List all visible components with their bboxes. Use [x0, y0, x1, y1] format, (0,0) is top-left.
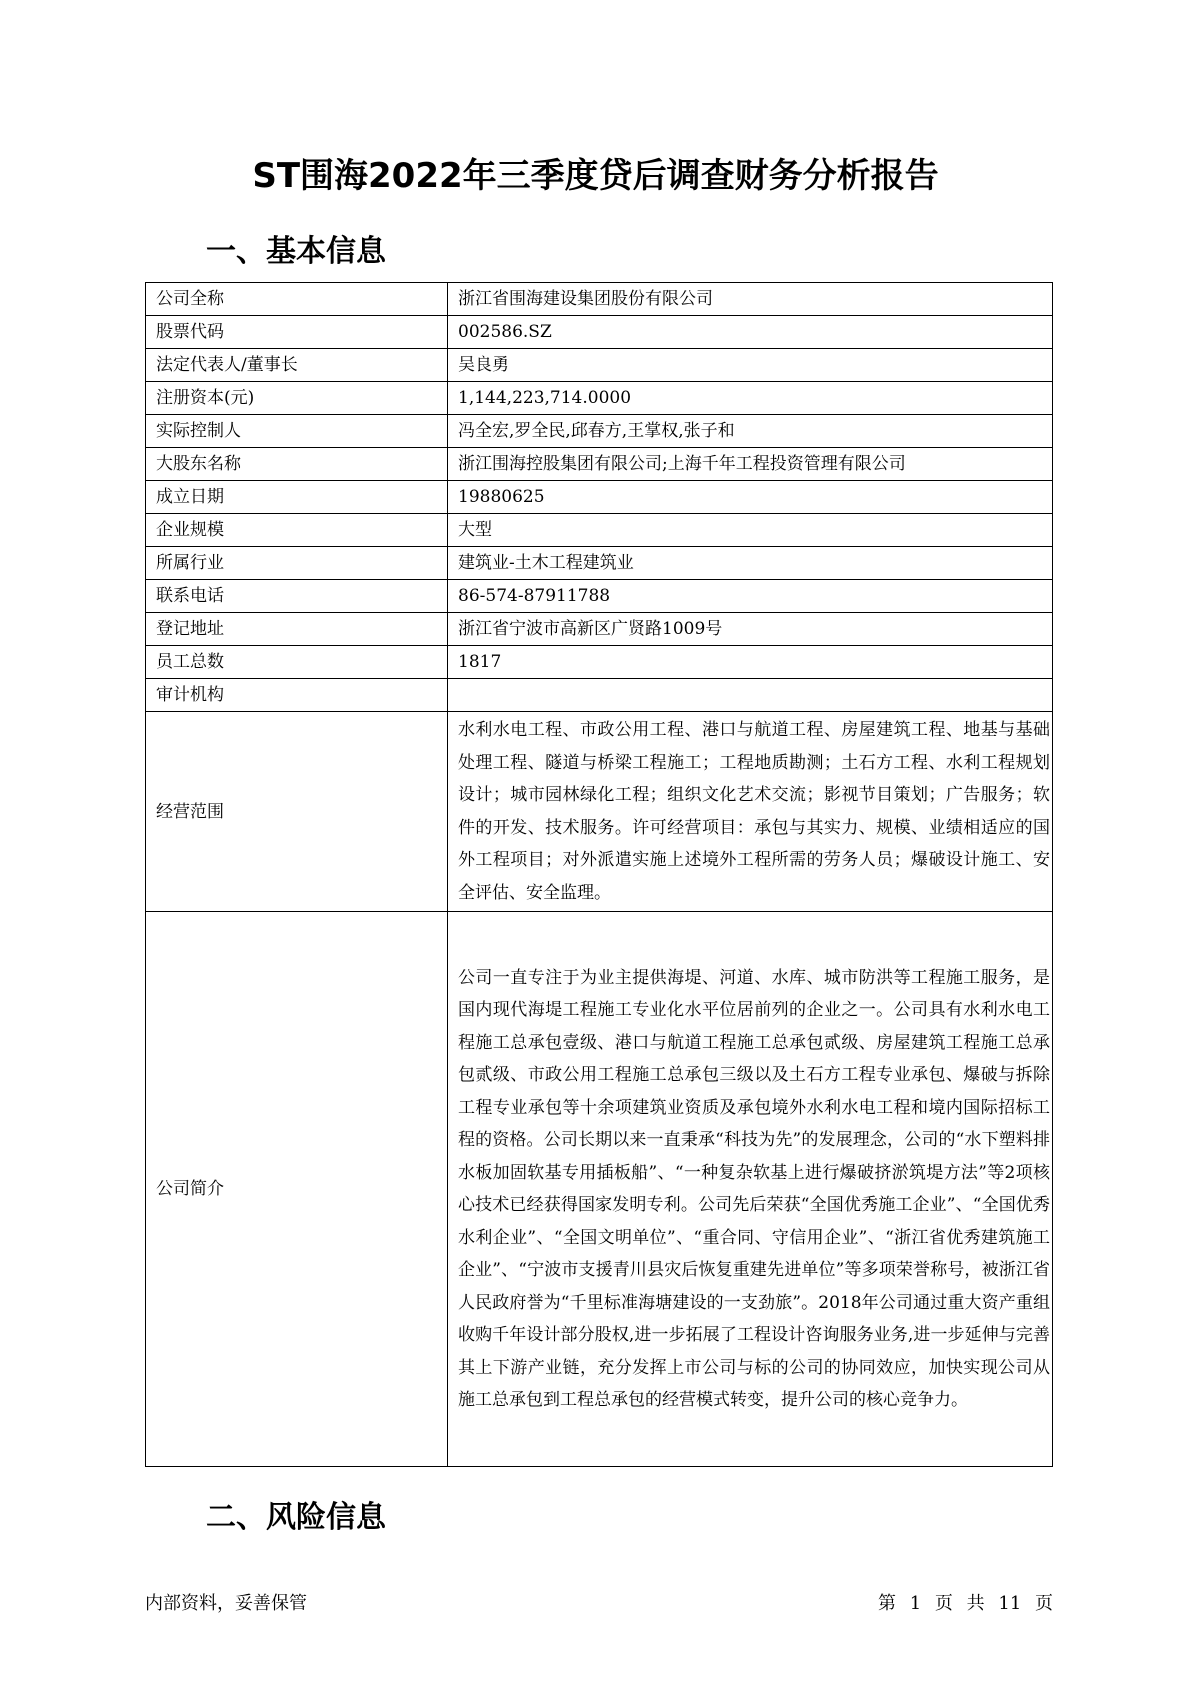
table-row	[146, 481, 1053, 514]
row-label: 联系电话	[146, 580, 448, 613]
footer-confidential-note: 内部资料，妥善保管	[145, 1593, 307, 1614]
row-value: 浙江省宁波市高新区广贤路1009号	[448, 613, 1053, 646]
row-value: 浙江省围海建设集团股份有限公司	[448, 283, 1053, 316]
row-value: 19880625	[448, 481, 1053, 514]
page-number: 第 1 页 共 11 页	[878, 1593, 1053, 1614]
table-row	[146, 547, 1053, 580]
table-row	[146, 349, 1053, 382]
table-row	[146, 415, 1053, 448]
table-row	[146, 382, 1053, 415]
row-label: 企业规模	[146, 514, 448, 547]
row-label: 员工总数	[146, 646, 448, 679]
row-label: 法定代表人/董事长	[146, 349, 448, 382]
basic-info-table	[145, 282, 1053, 1467]
row-label: 大股东名称	[146, 448, 448, 481]
table-row	[146, 679, 1053, 712]
table-row	[146, 580, 1053, 613]
row-value: 002586.SZ	[448, 316, 1053, 349]
row-label: 审计机构	[146, 679, 448, 712]
business-scope-label: 经营范围	[146, 712, 448, 912]
row-value: 大型	[448, 514, 1053, 547]
row-label: 所属行业	[146, 547, 448, 580]
row-value: 冯全宏,罗全民,邱春方,王掌权,张子和	[448, 415, 1053, 448]
row-value: 浙江围海控股集团有限公司;上海千年工程投资管理有限公司	[448, 448, 1053, 481]
table-row-company-profile	[146, 912, 1053, 1467]
row-value	[448, 679, 1053, 712]
table-row-business-scope	[146, 712, 1053, 912]
section-heading-risk-info: 二、风险信息	[206, 1500, 386, 1535]
row-label: 股票代码	[146, 316, 448, 349]
company-profile-value: 公司一直专注于为业主提供海堤、河道、水库、城市防洪等工程施工服务，是国内现代海堤工程施工专业化水平位居前列的企业之一。公司具有水利水电工程施工总承包壹级、港口与航道工程施工总承包贰级、房屋建筑工程施工总承包贰级、市政公用工程施工总承包三级以及土石方工程专业承包、爆破与拆除工程专业承包等十余项建筑业资质及承包境外水利水电工程和境内国际招标工程的资格。公司长期以来一直秉承“科技为先”的发展理念，公司的“水下塑料排水板加固软基专用插板船”、“一种复杂软基上进行爆破挤淤筑堤方法”等2项核心技术已经获得国家发明专利。公司先后荣获“全国优秀施工企业”、“全国优秀水利企业”、“全国文明单位”、“重合同、守信用企业”、“浙江省优秀建筑施工企业”、“宁波市支援青川县灾后恢复重建先进单位”等多项荣誉称号，被浙江省人民政府誉为“千里标准海塘建设的一支劲旅”。2018年公司通过重大资产重组收购千年设计部分股权,进一步拓展了工程设计咨询服务业务,进一步延伸与完善其上下游产业链，充分发挥上市公司与标的公司的协同效应，加快实现公司从施工总承包到工程总承包的经营模式转变，提升公司的核心竞争力。	[448, 912, 1053, 1467]
row-label: 实际控制人	[146, 415, 448, 448]
table-row	[146, 448, 1053, 481]
table-row	[146, 514, 1053, 547]
row-label: 公司全称	[146, 283, 448, 316]
row-value: 1817	[448, 646, 1053, 679]
row-label: 注册资本(元)	[146, 382, 448, 415]
section-heading-basic-info: 一、基本信息	[206, 234, 386, 269]
table-row	[146, 646, 1053, 679]
company-profile-label: 公司简介	[146, 912, 448, 1467]
row-value: 吴良勇	[448, 349, 1053, 382]
row-value: 建筑业-土木工程建筑业	[448, 547, 1053, 580]
table-row	[146, 283, 1053, 316]
table-row	[146, 613, 1053, 646]
row-label: 成立日期	[146, 481, 448, 514]
row-value: 1,144,223,714.0000	[448, 382, 1053, 415]
row-label: 登记地址	[146, 613, 448, 646]
report-title: ST围海2022年三季度贷后调查财务分析报告	[252, 156, 939, 196]
table-row	[146, 316, 1053, 349]
row-value: 86-574-87911788	[448, 580, 1053, 613]
business-scope-value: 水利水电工程、市政公用工程、港口与航道工程、房屋建筑工程、地基与基础处理工程、隧道与桥梁工程施工；工程地质勘测；土石方工程、水利工程规划设计；城市园林绿化工程；组织文化艺术交流；影视节目策划；广告服务；软件的开发、技术服务。许可经营项目：承包与其实力、规模、业绩相适应的国外工程项目；对外派遣实施上述境外工程所需的劳务人员；爆破设计施工、安全评估、安全监理。	[448, 712, 1053, 912]
